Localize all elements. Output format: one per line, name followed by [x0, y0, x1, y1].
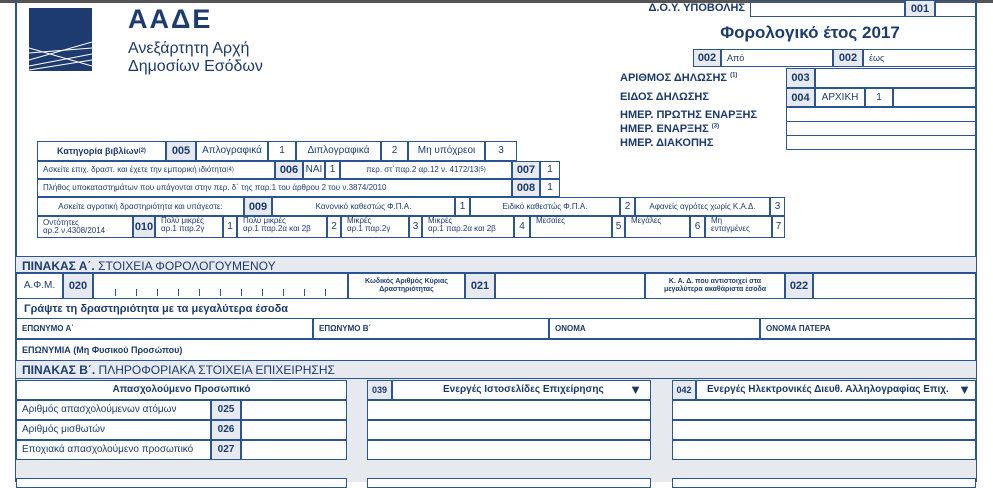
agri-option[interactable]: Αφανείς αγρότες χωρίς Κ.Α.Δ. — [635, 197, 770, 216]
table-b-title-bold: ΠΙΝΑΚΑΣ Β΄. — [22, 363, 96, 377]
staff-row-code: 026 — [211, 420, 241, 440]
web-title: Ενεργές Ιστοσελίδες Επιχείρησης — [443, 384, 604, 395]
note: (4) — [226, 167, 234, 173]
row006-label — [37, 161, 275, 179]
entity-option[interactable] — [530, 216, 612, 238]
row009-label: Ασκείτε αγροτική δραστηριότητα και υπάγεστε: — [37, 197, 244, 216]
row010-label1: Οντότητες — [43, 218, 79, 227]
entity-option-line: Μικρές — [347, 216, 372, 225]
first-start-field[interactable] — [786, 107, 976, 122]
digit-separator — [199, 289, 200, 296]
email-field[interactable] — [672, 440, 976, 460]
entity-option-num: 4 — [514, 216, 530, 238]
entity-option[interactable] — [237, 216, 327, 238]
surname-a-field[interactable]: ΕΠΩΝΥΜΟ Α΄ — [16, 318, 313, 339]
yes-option[interactable]: ΝΑΙ — [303, 161, 325, 179]
dropdown-triangle-icon[interactable]: ▼ — [629, 382, 642, 397]
start-label — [620, 123, 719, 135]
kad2-label2: μεγαλύτερα ακαθάριστα έσοδα — [663, 286, 767, 293]
entity-option[interactable] — [625, 216, 690, 238]
company-name-field[interactable]: ΕΠΩΝΥΜΙΑ (Μη Φυσικού Προσώπου) — [16, 339, 976, 361]
entity-option-line: Μεγάλες — [631, 216, 662, 225]
digit-separator — [220, 289, 221, 296]
row006-text: Ασκείτε επιχ. δραστ. και έχετε την εμπορική ιδιότητα — [43, 165, 227, 174]
entity-option-line: αρ.1 παρ.2α και 2β — [428, 224, 496, 233]
entity-option-line: αρ.1 παρ.2γ — [347, 224, 391, 233]
code-020: 020 — [63, 273, 93, 299]
tax-year: Φορολογικό έτος 2017 — [720, 23, 900, 42]
entity-option[interactable] — [155, 216, 223, 238]
code-004: 004 — [786, 88, 815, 107]
entity-option-num: 1 — [223, 216, 237, 238]
row010-label2: αρ.2 ν.4308/2014 — [43, 226, 106, 235]
books-option-num: 3 — [485, 141, 517, 161]
code-005: 005 — [166, 141, 196, 161]
entity-option-line: Μεσαίες — [536, 216, 565, 225]
digit-separator — [178, 289, 179, 296]
first-start-label: ΗΜΕΡ. ΠΡΩΤΗΣ ΕΝΑΡΞΗΣ — [620, 109, 758, 121]
code-021: 021 — [465, 273, 495, 299]
kad-field[interactable] — [495, 273, 645, 299]
next-row — [16, 478, 347, 488]
code-039: 039 — [367, 380, 392, 400]
doy-code-field[interactable] — [935, 0, 976, 17]
entity-option-num: 3 — [409, 216, 422, 238]
period-to-field[interactable]: έως — [863, 49, 976, 67]
entity-option-line: ενταγμένες — [711, 224, 750, 233]
digit-separator — [304, 289, 305, 296]
entity-option[interactable] — [341, 216, 409, 238]
email-field[interactable] — [672, 400, 976, 420]
row008-label: Πλήθος υποκαταστημάτων που υπάγονται στην περ. δ΄ της παρ.1 του άρθρου 2 του ν.3874/2010 — [37, 179, 512, 197]
code-002: 002 — [693, 49, 721, 67]
entity-option-line: Μικρές — [428, 216, 453, 225]
next-row — [367, 478, 651, 488]
table-a-title: ΣΤΟΙΧΕΙΑ ΦΟΡΟΛΟΓΟΥΜΕΝΟΥ — [98, 259, 276, 273]
per-text: περ. στ΄παρ.2 αρ.12 ν. 4172/13 — [366, 165, 479, 174]
email-header[interactable] — [696, 380, 976, 400]
note: (1) — [730, 72, 738, 79]
surname-b-field[interactable]: ΕΠΩΝΥΜΟ Β΄ — [313, 318, 549, 339]
code-006: 006 — [275, 161, 303, 179]
entity-option[interactable] — [705, 216, 772, 238]
staff-row-code: 025 — [211, 400, 241, 420]
entity-option[interactable] — [422, 216, 514, 238]
code-002-to: 002 — [833, 49, 863, 67]
decl-type-value[interactable]: ΑΡΧΙΚΗ — [815, 88, 865, 107]
decl-type-label: ΕΙΔΟΣ ΔΗΛΩΣΗΣ — [620, 91, 709, 103]
row010-label — [37, 216, 133, 238]
digit-separator — [262, 289, 263, 296]
dropdown-triangle-icon[interactable]: ▼ — [958, 382, 971, 397]
email-title: Ενεργές Ηλεκτρονικές Διευθ. Αλληλογραφίας Επιχ. — [707, 384, 949, 395]
code-008: 008 — [512, 179, 540, 197]
digit-separator — [136, 289, 137, 296]
staff-row-label: Αριθμός απασχολούμενων ατόμων — [16, 400, 211, 420]
agri-option[interactable]: Κανονικό καθεστώς Φ.Π.Α. — [272, 197, 455, 216]
table-b-title: ΠΛΗΡΟΦΟΡΙΑΚΑ ΣΤΟΙΧΕΙΑ ΕΠΙΧΕΙΡΗΣΗΣ — [98, 363, 335, 377]
kad2-field[interactable] — [813, 273, 976, 299]
kad2-label — [645, 273, 785, 299]
kad-label1: Κωδικός Αριθμός Κύριας — [365, 278, 448, 285]
entity-option-num: 5 — [612, 216, 625, 238]
afm-label: Α.Φ.Μ. — [16, 273, 63, 299]
table-a-title-bold: ΠΙΝΑΚΑΣ Α΄. — [22, 259, 95, 273]
code-001: 001 — [905, 0, 935, 17]
agri-option-num: 3 — [770, 197, 785, 216]
books-option-num: 1 — [268, 141, 296, 161]
agri-option-num: 1 — [455, 197, 470, 216]
staff-header: Απασχολούμενο Προσωπικό — [16, 380, 347, 400]
digit-separator — [325, 289, 326, 296]
decl-number-text: ΑΡΙΘΜΟΣ ΔΗΛΩΣΗΣ — [620, 72, 728, 84]
instruction: Γράψτε τη δραστηριότητα με τα μεγαλύτερα έσοδα — [24, 303, 289, 315]
end-label: ΗΜΕΡ. ΔΙΑΚΟΠΗΣ — [620, 137, 714, 149]
entity-option-num: 2 — [327, 216, 341, 238]
start-field[interactable] — [786, 121, 976, 136]
entity-option-num: 6 — [690, 216, 705, 238]
entity-option-line: Πολύ μικρές — [243, 216, 286, 225]
per-label — [340, 161, 512, 179]
name-field[interactable]: ΟΝΟΜΑ — [549, 318, 760, 339]
note: (2) — [138, 148, 146, 154]
books-option[interactable]: Απλογραφικά — [196, 141, 268, 161]
digit-separator — [241, 289, 242, 296]
kad-label — [348, 273, 465, 299]
staff-row-field[interactable] — [241, 400, 347, 420]
website-field[interactable] — [367, 420, 651, 440]
note: (3) — [711, 123, 720, 130]
website-field[interactable] — [367, 440, 651, 460]
end-field[interactable] — [786, 135, 976, 150]
books-option-num: 2 — [381, 141, 408, 161]
books-option[interactable]: Μη υπόχρεοι — [408, 141, 485, 161]
logo-line1: Ανεξάρτητη Αρχή — [128, 40, 250, 57]
entity-option-num: 7 — [772, 216, 785, 238]
code-022: 022 — [785, 273, 813, 299]
staff-row-field[interactable] — [241, 440, 347, 460]
entity-option-line: αρ.1 παρ.2α και 2β — [243, 224, 311, 233]
code-008-value[interactable]: 1 — [540, 179, 560, 197]
staff-row-code: 027 — [211, 440, 241, 460]
staff-row-label: Εποχιακά απασχολούμενο προσωπικό — [16, 440, 211, 460]
aade-logo-icon — [29, 8, 92, 71]
staff-row-field[interactable] — [241, 420, 347, 440]
yes-num: 1 — [325, 161, 340, 179]
afm-field[interactable] — [93, 273, 348, 299]
staff-row-label: Αριθμός μισθωτών — [16, 420, 211, 440]
code-009: 009 — [244, 197, 272, 216]
code-007-value[interactable]: 1 — [540, 161, 560, 179]
logo-acronym: ΑΑΔΕ — [128, 4, 213, 34]
decl-number-field[interactable] — [815, 68, 976, 88]
table-b-header — [16, 361, 976, 379]
start-text: ΗΜΕΡ. ΕΝΑΡΞΗΣ — [620, 123, 709, 135]
next-row — [672, 478, 976, 488]
code-003: 003 — [786, 68, 815, 88]
father-name-field[interactable]: ΟΝΟΜΑ ΠΑΤΕΡΑ — [760, 318, 976, 339]
web-header[interactable] — [392, 380, 651, 400]
decl-type-num: 1 — [865, 88, 893, 107]
agri-option[interactable]: Ειδικό καθεστώς Φ.Π.Α. — [470, 197, 620, 216]
code-007: 007 — [512, 161, 540, 179]
code-042: 042 — [672, 380, 696, 400]
code-010: 010 — [133, 216, 155, 238]
decl-type-field[interactable] — [893, 88, 976, 107]
doy-field[interactable] — [750, 0, 905, 17]
digit-separator — [115, 289, 116, 296]
email-field[interactable] — [672, 420, 976, 440]
table-a-header — [16, 256, 976, 273]
books-label — [37, 141, 166, 161]
doy-label: Δ.Ο.Υ. ΥΠΟΒΟΛΗΣ — [648, 2, 745, 14]
entity-option-line: Μη — [711, 216, 723, 225]
kad2-label1: Κ. Α. Δ. που αντιστοιχεί στα — [668, 278, 762, 285]
books-option[interactable]: Διπλογραφικά — [296, 141, 381, 161]
entity-option-line: Πολύ μικρές — [161, 216, 204, 225]
decl-number-label — [620, 72, 737, 84]
books-text: Κατηγορία βιβλίων — [57, 146, 139, 156]
digit-separator — [283, 289, 284, 296]
kad-label2: Δραστηριότητας — [379, 286, 434, 293]
logo-line2: Δημοσίων Εσόδων — [128, 58, 263, 75]
website-field[interactable] — [367, 400, 651, 420]
agri-option-num: 2 — [620, 197, 635, 216]
entity-option-line: αρ.1 παρ.2γ — [161, 224, 205, 233]
period-from-field[interactable]: Από — [721, 49, 833, 67]
digit-separator — [157, 289, 158, 296]
note: (5) — [478, 167, 486, 173]
